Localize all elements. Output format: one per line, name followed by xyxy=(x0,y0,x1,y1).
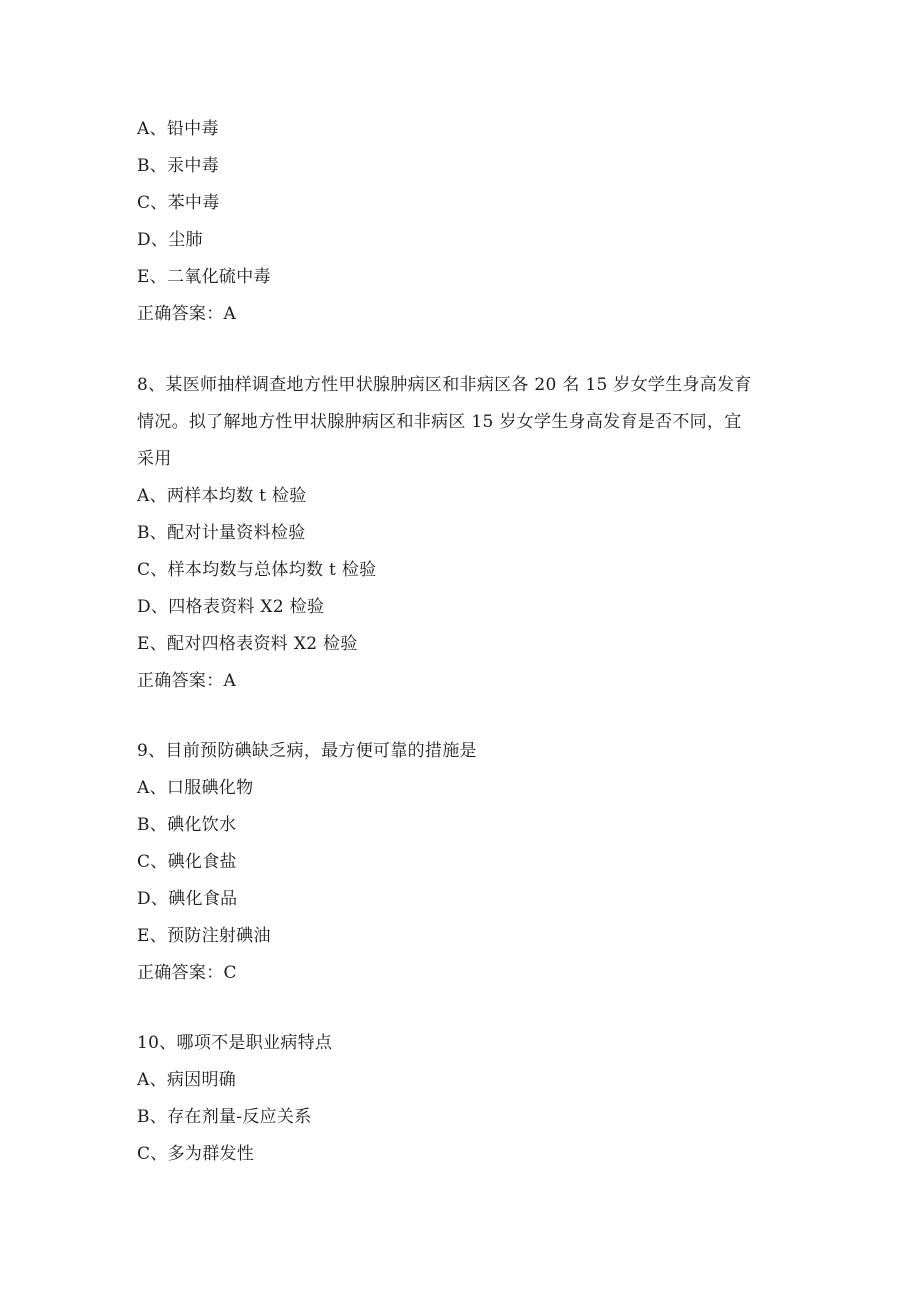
q8-stem-line2: 情况。拟了解地方性甲状腺肿病区和非病区 15 岁女学生身高发育是否不同，宜 xyxy=(137,412,742,432)
q7-option-e: E、二氧化硫中毒 xyxy=(137,267,271,287)
q7-option-d: D、尘肺 xyxy=(137,230,203,250)
q10-stem: 10、哪项不是职业病特点 xyxy=(137,1033,333,1053)
q10-option-a: A、病因明确 xyxy=(137,1070,237,1090)
q10-option-c: C、多为群发性 xyxy=(137,1144,255,1164)
q10-option-b: B、存在剂量-反应关系 xyxy=(137,1107,312,1127)
q9-stem: 9、目前预防碘缺乏病，最方便可靠的措施是 xyxy=(137,741,477,761)
q9-answer: 正确答案：C xyxy=(137,963,237,983)
q8-option-e: E、配对四格表资料 X2 检验 xyxy=(137,634,358,654)
q8-answer: 正确答案：A xyxy=(137,671,237,691)
q8-stem-line1: 8、某医师抽样调查地方性甲状腺肿病区和非病区各 20 名 15 岁女学生身高发育 xyxy=(137,375,752,395)
q7-option-c: C、苯中毒 xyxy=(137,193,220,213)
q7-answer: 正确答案：A xyxy=(137,304,237,324)
q9-option-c: C、碘化食盐 xyxy=(137,852,237,872)
q9-option-b: B、碘化饮水 xyxy=(137,815,237,835)
q7-option-a: A、铅中毒 xyxy=(137,119,219,139)
q8-option-b: B、配对计量资料检验 xyxy=(137,523,306,543)
q9-option-a: A、口服碘化物 xyxy=(137,778,254,798)
q8-stem-line3: 采用 xyxy=(137,449,172,469)
q8-option-a: A、两样本均数 t 检验 xyxy=(137,486,307,506)
q8-option-c: C、样本均数与总体均数 t 检验 xyxy=(137,560,377,580)
q7-option-b: B、汞中毒 xyxy=(137,156,219,176)
q9-option-e: E、预防注射碘油 xyxy=(137,926,271,946)
q8-option-d: D、四格表资料 X2 检验 xyxy=(137,597,325,617)
q9-option-d: D、碘化食品 xyxy=(137,889,238,909)
